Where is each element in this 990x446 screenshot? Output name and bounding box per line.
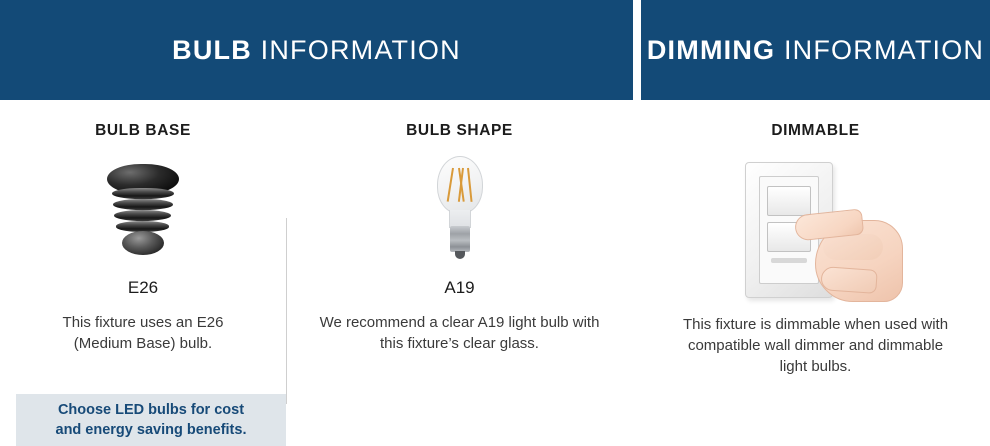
bulb-base-art (0, 150, 286, 274)
dimming-information-title (647, 35, 984, 66)
dimming-information-title-bold: DIMMING (646, 34, 776, 65)
dimmable-column (641, 100, 990, 446)
bulb-information-title-rest: INFORMATION (251, 34, 461, 65)
a19-light-bulb-icon (430, 156, 490, 268)
dimmable-art (641, 150, 990, 314)
bulb-shape-description: We recommend a clear A19 light bulb with this fixture’s clear glass. (319, 314, 600, 352)
bulb-information-body (0, 100, 633, 446)
dimmable-description: This fixture is dimmable when used with compatible wall dimmer and dimmable light bulbs. (682, 316, 949, 375)
bulb-shape-column (286, 100, 633, 446)
bulb-information-title-bold: BULB (172, 34, 252, 65)
light-bulb-socket-icon (104, 164, 182, 260)
led-callout (16, 394, 286, 446)
dimming-information-title-rest: INFORMATION (775, 34, 985, 65)
dimming-information-body (641, 100, 990, 446)
dimming-information-panel (641, 0, 990, 446)
bulb-shape-art (286, 150, 633, 274)
dimmable-title: DIMMABLE (771, 122, 860, 139)
bulb-base-value: E26 (127, 278, 159, 297)
led-callout-line2: and energy saving benefits. (55, 422, 247, 438)
bulb-information-title (172, 35, 461, 66)
dimming-information-header (641, 0, 990, 100)
bulb-shape-title: BULB SHAPE (406, 122, 513, 139)
bulb-base-description: This fixture uses an E26 (Medium Base) bulb. (62, 314, 224, 352)
bulb-information-header (0, 0, 633, 100)
panel-gap (633, 0, 641, 446)
wall-dimmer-switch-with-hand-icon (731, 162, 901, 302)
bulb-base-title: BULB BASE (95, 122, 191, 139)
hand-icon (793, 182, 901, 302)
led-callout-line1: Choose LED bulbs for cost (57, 402, 245, 418)
bulb-shape-value: A19 (444, 278, 475, 297)
